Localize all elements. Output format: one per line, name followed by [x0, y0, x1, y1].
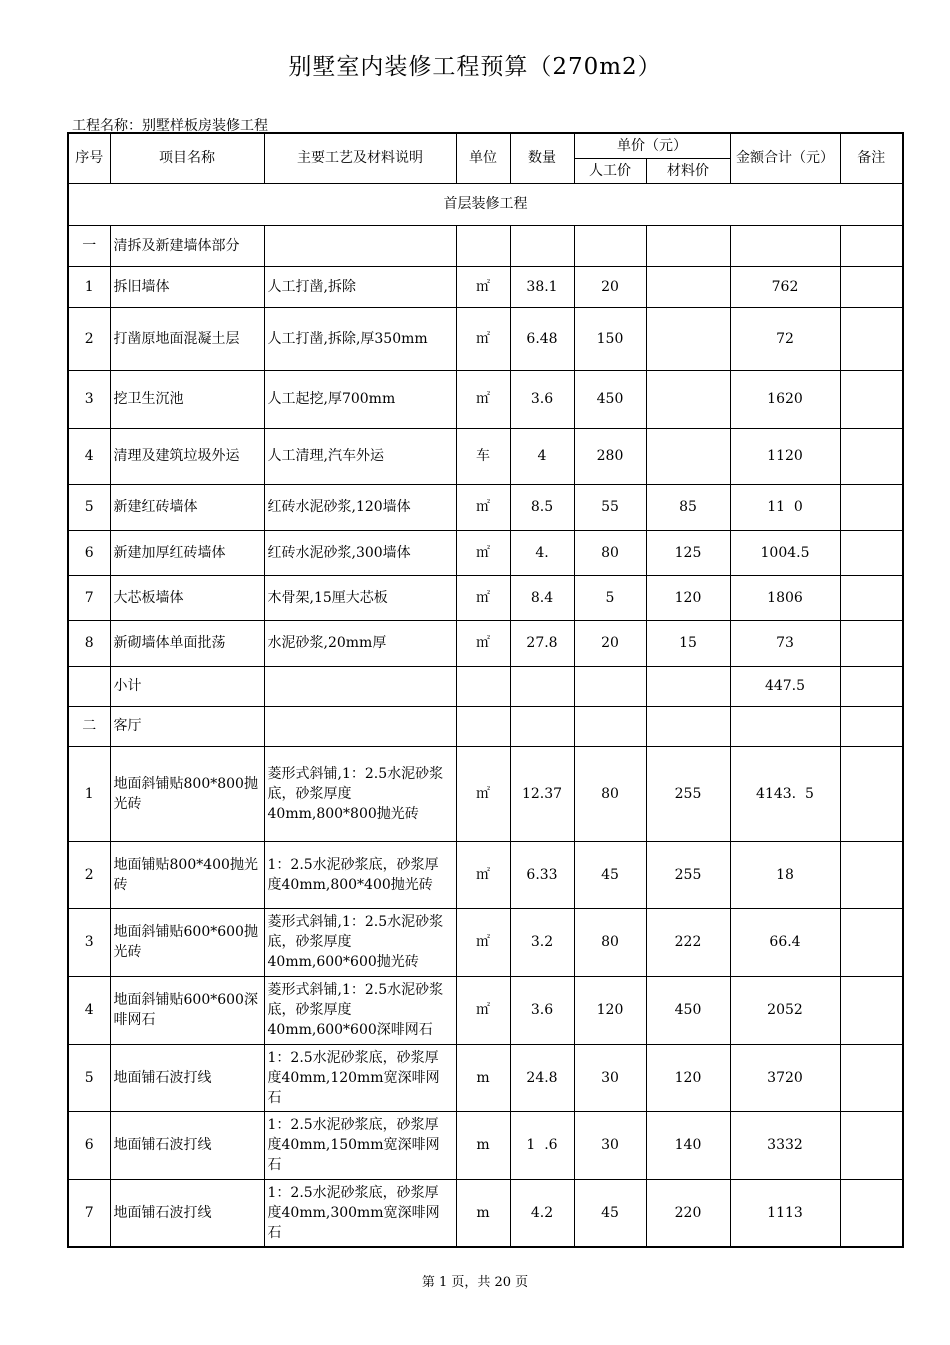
cell-labor: 120 [574, 976, 646, 1044]
cell-desc: 1：2.5水泥砂浆底，砂浆厚度40mm,800*400抛光砖 [264, 841, 456, 908]
table-row [68, 1044, 903, 1111]
cell-unit: 车 [456, 428, 510, 484]
cell-note [840, 908, 903, 976]
subtotal-label: 小计 [110, 666, 264, 706]
cell-name: 挖卫生沉池 [110, 370, 264, 428]
cell-total: 73 [730, 620, 840, 666]
cell-unit: ㎡ [456, 530, 510, 575]
cell-desc: 1：2.5水泥砂浆底，砂浆厚度40mm,150mm宽深啡网石 [264, 1111, 456, 1179]
document-title: 别墅室内装修工程预算（270m2） [288, 54, 662, 80]
cell-labor: 55 [574, 484, 646, 530]
cell-unit: ㎡ [456, 370, 510, 428]
cell-total: 3332 [730, 1111, 840, 1179]
cell-seq: 2 [68, 307, 110, 370]
cell-material: 120 [646, 1044, 730, 1111]
header-unit: 单位 [456, 133, 510, 183]
cell-seq: 7 [68, 575, 110, 620]
cell-qty: 3.2 [510, 908, 574, 976]
table-row [68, 1111, 903, 1179]
cell-desc: 菱形式斜铺,1：2.5水泥砂浆底，砂浆厚度40mm,600*600抛光砖 [264, 908, 456, 976]
cell-desc: 红砖水泥砂浆,120墙体 [264, 484, 456, 530]
cell-total: 4143. 5 [730, 746, 840, 841]
cell-total: 2052 [730, 976, 840, 1044]
cell-seq: 2 [68, 841, 110, 908]
cell-seq: 1 [68, 266, 110, 307]
cell-desc: 水泥砂浆,20mm厚 [264, 620, 456, 666]
cell-qty: 27.8 [510, 620, 574, 666]
cell-seq: 4 [68, 428, 110, 484]
cell-material: 15 [646, 620, 730, 666]
cell-material [646, 307, 730, 370]
cell-qty: 6.48 [510, 307, 574, 370]
page-footer: 第 1 页，共 20 页 [421, 1275, 529, 1290]
cell-unit: ㎡ [456, 841, 510, 908]
table-row [68, 266, 903, 307]
table-row [68, 428, 903, 484]
cell-name: 新建加厚红砖墙体 [110, 530, 264, 575]
cell-note [840, 1111, 903, 1179]
cell-material [646, 370, 730, 428]
cell-name: 地面斜铺贴600*600抛光砖 [110, 908, 264, 976]
cell-labor: 45 [574, 841, 646, 908]
group-row [68, 225, 903, 266]
cell-desc: 菱形式斜铺,1：2.5水泥砂浆底，砂浆厚度40mm,800*800抛光砖 [264, 746, 456, 841]
cell-name: 清理及建筑垃圾外运 [110, 428, 264, 484]
cell-desc: 人工打凿,拆除 [264, 266, 456, 307]
cell-unit: ㎡ [456, 575, 510, 620]
cell-material: 140 [646, 1111, 730, 1179]
cell-seq: 8 [68, 620, 110, 666]
cell-note [840, 307, 903, 370]
header-unit-price: 单价（元） [574, 133, 730, 158]
cell-total: 1113 [730, 1179, 840, 1247]
cell-labor: 30 [574, 1044, 646, 1111]
cell-labor: 80 [574, 908, 646, 976]
cell-name: 打凿原地面混凝土层 [110, 307, 264, 370]
table-row [68, 908, 903, 976]
cell-seq: 5 [68, 1044, 110, 1111]
cell-material: 255 [646, 746, 730, 841]
cell-desc: 人工起挖,厚700mm [264, 370, 456, 428]
project-name: 工程名称：别墅样板房装修工程 [72, 118, 268, 134]
cell-material: 222 [646, 908, 730, 976]
cell-total: 66.4 [730, 908, 840, 976]
cell-total: 1806 [730, 575, 840, 620]
table-row [68, 841, 903, 908]
cell-unit: ㎡ [456, 620, 510, 666]
cell-unit: ㎡ [456, 976, 510, 1044]
table-row [68, 976, 903, 1044]
cell-labor: 20 [574, 620, 646, 666]
header-name: 项目名称 [110, 133, 264, 183]
cell-note [840, 370, 903, 428]
header-row [68, 133, 903, 158]
cell-desc: 木骨架,15厘大芯板 [264, 575, 456, 620]
cell-labor: 5 [574, 575, 646, 620]
header-total: 金额合计（元） [730, 133, 840, 183]
cell-unit: ㎡ [456, 484, 510, 530]
cell-total: 1120 [730, 428, 840, 484]
cell-note [840, 266, 903, 307]
cell-qty: 1 .6 [510, 1111, 574, 1179]
table-row [68, 307, 903, 370]
cell-total: 72 [730, 307, 840, 370]
cell-note [840, 746, 903, 841]
cell-desc: 人工打凿,拆除,厚350mm [264, 307, 456, 370]
cell-material: 255 [646, 841, 730, 908]
cell-seq: 5 [68, 484, 110, 530]
cell-qty: 3.6 [510, 976, 574, 1044]
budget-table [67, 132, 904, 1248]
cell-labor: 30 [574, 1111, 646, 1179]
cell-seq: 6 [68, 530, 110, 575]
cell-desc: 红砖水泥砂浆,300墙体 [264, 530, 456, 575]
cell-material: 220 [646, 1179, 730, 1247]
cell-note [840, 530, 903, 575]
cell-material: 450 [646, 976, 730, 1044]
cell-desc: 人工清理,汽车外运 [264, 428, 456, 484]
cell-desc: 1：2.5水泥砂浆底，砂浆厚度40mm,300mm宽深啡网石 [264, 1179, 456, 1247]
cell-qty: 24.8 [510, 1044, 574, 1111]
cell-unit: m [456, 1179, 510, 1247]
group-name: 客厅 [110, 706, 264, 746]
cell-qty: 4.2 [510, 1179, 574, 1247]
cell-unit: m [456, 1111, 510, 1179]
cell-seq: 4 [68, 976, 110, 1044]
table-row [68, 620, 903, 666]
cell-labor: 150 [574, 307, 646, 370]
cell-labor: 20 [574, 266, 646, 307]
cell-seq: 1 [68, 746, 110, 841]
cell-labor: 450 [574, 370, 646, 428]
cell-material: 125 [646, 530, 730, 575]
table-row [68, 575, 903, 620]
cell-labor: 80 [574, 746, 646, 841]
cell-material [646, 428, 730, 484]
group-seq: 一 [68, 225, 110, 266]
cell-qty: 12.37 [510, 746, 574, 841]
cell-unit: ㎡ [456, 908, 510, 976]
cell-name: 拆旧墙体 [110, 266, 264, 307]
table-row [68, 370, 903, 428]
cell-total: 762 [730, 266, 840, 307]
header-desc: 主要工艺及材料说明 [264, 133, 456, 183]
cell-note [840, 620, 903, 666]
header-seq: 序号 [68, 133, 110, 183]
header-labor: 人工价 [574, 158, 646, 183]
cell-qty: 8.4 [510, 575, 574, 620]
cell-name: 新建红砖墙体 [110, 484, 264, 530]
header-qty: 数量 [510, 133, 574, 183]
cell-total: 11 0 [730, 484, 840, 530]
cell-name: 地面斜铺贴800*800抛光砖 [110, 746, 264, 841]
cell-name: 地面铺贴800*400抛光砖 [110, 841, 264, 908]
cell-desc: 菱形式斜铺,1：2.5水泥砂浆底，砂浆厚度40mm,600*600深啡网石 [264, 976, 456, 1044]
subtotal-row [68, 666, 903, 706]
cell-total: 1620 [730, 370, 840, 428]
table-row [68, 484, 903, 530]
header-note: 备注 [840, 133, 903, 183]
cell-qty: 38.1 [510, 266, 574, 307]
cell-note [840, 976, 903, 1044]
cell-qty: 4. [510, 530, 574, 575]
cell-material: 85 [646, 484, 730, 530]
cell-labor: 80 [574, 530, 646, 575]
cell-unit: ㎡ [456, 307, 510, 370]
cell-note [840, 1044, 903, 1111]
cell-name: 新砌墙体单面批荡 [110, 620, 264, 666]
header-material: 材料价 [646, 158, 730, 183]
cell-note [840, 428, 903, 484]
cell-name: 地面铺石波打线 [110, 1111, 264, 1179]
cell-qty: 3.6 [510, 370, 574, 428]
table-row [68, 530, 903, 575]
section-title: 首层装修工程 [68, 183, 903, 225]
cell-seq: 3 [68, 370, 110, 428]
cell-name: 大芯板墙体 [110, 575, 264, 620]
cell-material: 120 [646, 575, 730, 620]
cell-note [840, 1179, 903, 1247]
cell-qty: 8.5 [510, 484, 574, 530]
cell-total: 18 [730, 841, 840, 908]
cell-labor: 45 [574, 1179, 646, 1247]
cell-name: 地面铺石波打线 [110, 1179, 264, 1247]
section-row [68, 183, 903, 225]
cell-name: 地面铺石波打线 [110, 1044, 264, 1111]
cell-qty: 6.33 [510, 841, 574, 908]
cell-seq: 7 [68, 1179, 110, 1247]
cell-note [840, 484, 903, 530]
cell-labor: 280 [574, 428, 646, 484]
cell-material [646, 266, 730, 307]
cell-seq: 3 [68, 908, 110, 976]
cell-total: 3720 [730, 1044, 840, 1111]
group-name: 清拆及新建墙体部分 [110, 225, 264, 266]
cell-qty: 4 [510, 428, 574, 484]
cell-unit: ㎡ [456, 266, 510, 307]
cell-name: 地面斜铺贴600*600深啡网石 [110, 976, 264, 1044]
cell-note [840, 575, 903, 620]
cell-seq: 6 [68, 1111, 110, 1179]
table-row [68, 1179, 903, 1247]
cell-total: 1004.5 [730, 530, 840, 575]
cell-unit: m [456, 1044, 510, 1111]
group-row [68, 706, 903, 746]
cell-note [840, 841, 903, 908]
cell-desc: 1：2.5水泥砂浆底，砂浆厚度40mm,120mm宽深啡网石 [264, 1044, 456, 1111]
subtotal-value: 447.5 [730, 666, 840, 706]
table-row [68, 746, 903, 841]
group-seq: 二 [68, 706, 110, 746]
cell-unit: ㎡ [456, 746, 510, 841]
